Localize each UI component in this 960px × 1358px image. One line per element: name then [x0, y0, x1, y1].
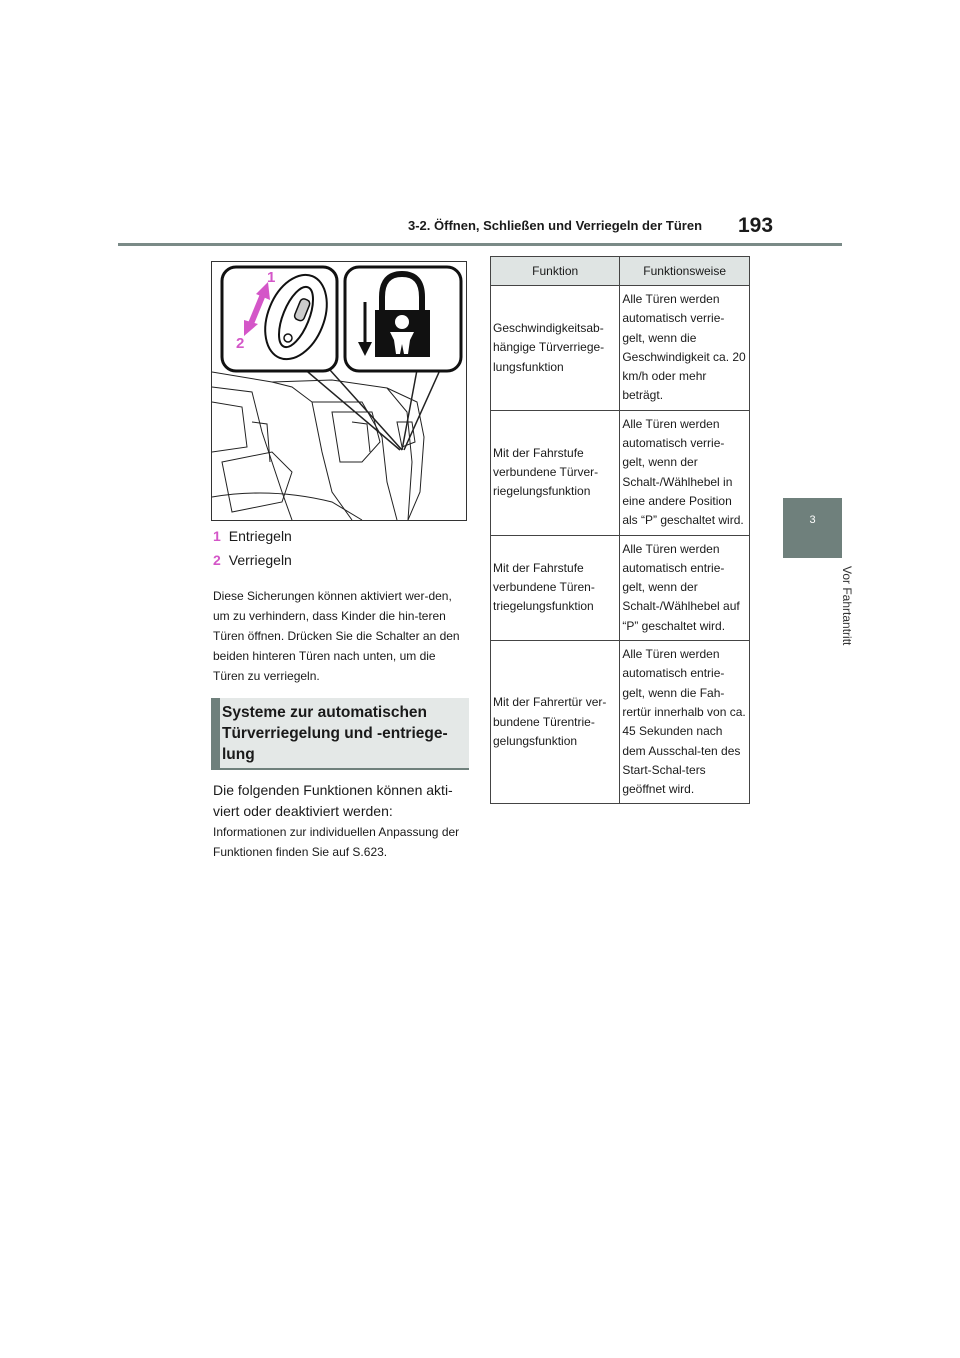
table-cell-operation: Alle Türen werden automatisch verrie-gelt, wenn die Geschwindigkeit ca. 20 km/h oder mehr beträgt. [620, 286, 750, 411]
child-lock-illustration [212, 262, 466, 520]
legend-number: 1 [213, 528, 221, 544]
section-heading-rule [211, 768, 469, 770]
section-note: Informationen zur individuellen Anpassung der Funktionen finden Sie auf S.623. [213, 825, 460, 859]
child-lock-figure [211, 261, 467, 521]
table-cell-function: Mit der Fahrertür ver-bundene Türentrie-gelungsfunktion [491, 641, 620, 804]
table-row [491, 535, 750, 640]
chapter-tab-label: Vor Fahrtantritt [840, 566, 854, 646]
table-row [491, 286, 750, 411]
legend-number: 2 [213, 552, 221, 568]
legend-text: Entriegeln [228, 528, 292, 544]
table-row [491, 641, 750, 804]
callout-1: 1 [267, 269, 276, 286]
callout-2: 2 [236, 335, 245, 352]
table-cell-operation: Alle Türen werden automatisch entrie-gelt, wenn der Schalt-/Wählhebel auf “P” geschaltet wird. [620, 535, 750, 640]
table-cell-operation: Alle Türen werden automatisch verrie-gelt, wenn der Schalt-/Wählhebel in eine andere Position als “P” geschaltet wird. [620, 410, 750, 535]
header-rule [118, 243, 842, 246]
legend-item-unlock [213, 528, 292, 544]
table-row [491, 410, 750, 535]
section-body: Die folgenden Funktionen können akti-viert oder deaktiviert werden: [213, 782, 453, 819]
function-table [490, 256, 750, 804]
section-heading-line: Systeme zur automatischen [222, 704, 428, 721]
table-header-row [491, 257, 750, 286]
section-header-title: 3-2. Öffnen, Schließen und Verriegeln der Türen [408, 218, 703, 233]
table-cell-function: Mit der Fahrstufe verbundene Türen-triegelungsfunktion [491, 535, 620, 640]
table-cell-operation: Alle Türen werden automatisch entrie-gelt, wenn die Fah-rertür innerhalb von ca. 45 Sekunden nach dem Ausschal-ten des Start-Schal-ters geöffnet wird. [620, 641, 750, 804]
page-number: 193 [738, 214, 774, 237]
intro-paragraph: Diese Sicherungen können aktiviert wer-den, um zu verhindern, dass Kinder die hin-teren Türen öffnen. Drücken Sie die Schalter an den beiden hinteren Türen nach unten, um die Türen zu verriegeln. [213, 589, 460, 683]
car-door-illustration [212, 372, 424, 520]
legend-text: Verriegeln [228, 552, 292, 568]
table-cell-function: Mit der Fahrstufe verbundene Türver-riegelungsfunktion [491, 410, 620, 535]
table-header-function: Funktion [491, 257, 620, 286]
table-cell-function: Geschwindigkeitsab-hängige Türverriege-lungsfunktion [491, 286, 620, 411]
chapter-tab: 3 [783, 498, 842, 558]
section-heading [211, 698, 469, 768]
section-heading-line: Türverriegelung und -entriege- [222, 725, 448, 742]
table-header-operation: Funktionsweise [620, 257, 750, 286]
legend-item-lock [213, 552, 292, 568]
section-heading-line: lung [222, 746, 255, 763]
